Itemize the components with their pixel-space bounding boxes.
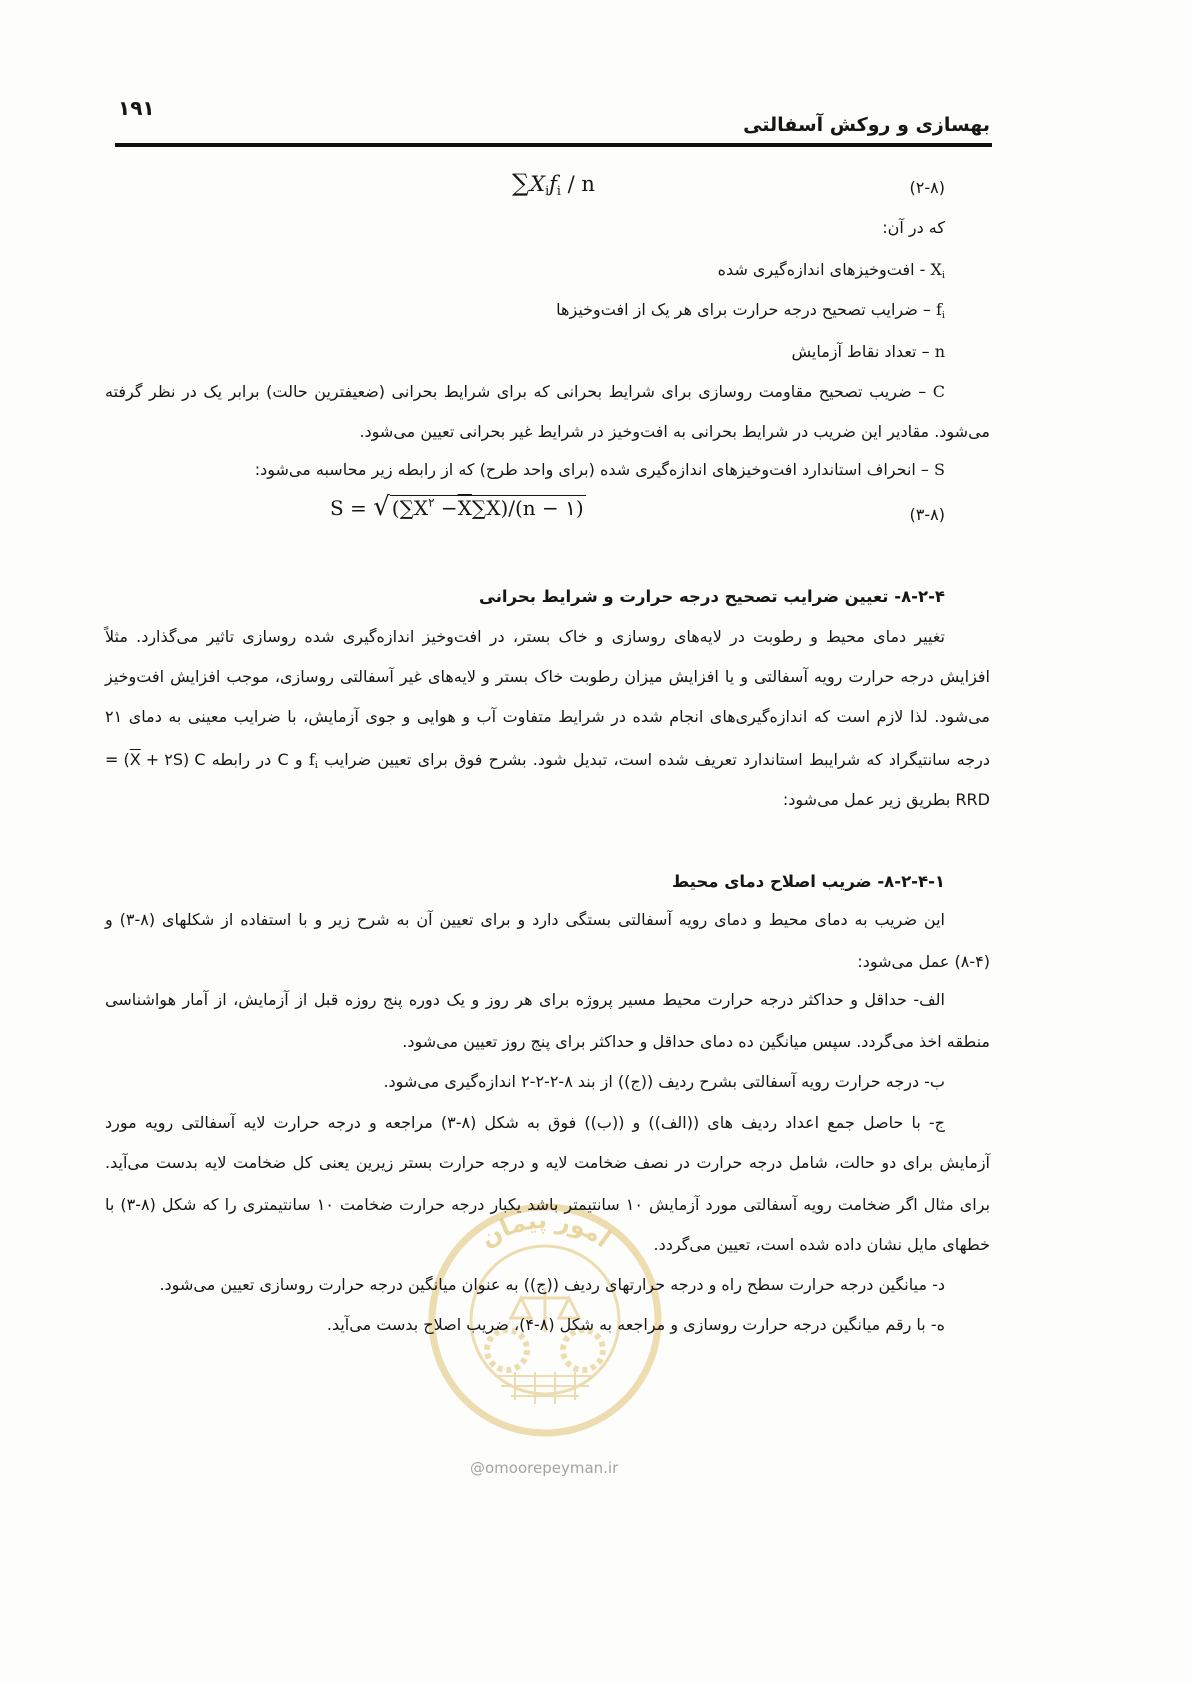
x-bar: $\overline{X}$ <box>457 496 472 520</box>
sum-symbol: ∑ <box>512 169 530 197</box>
x-bar: $\overline{X}$ <box>129 750 141 769</box>
symbol-fi <box>936 297 945 329</box>
definition-fi <box>556 297 945 323</box>
superscript-two: ۲ <box>428 495 435 510</box>
symbol-n: n <box>934 342 945 361</box>
subscript-i: i <box>556 182 561 198</box>
running-header-title: بهسازی و روکش آسفالتی <box>743 114 990 136</box>
definition-text: – تعداد نقاط آزمایش <box>791 342 930 361</box>
watermark-url: @omoorepeyman.ir <box>470 1459 619 1477</box>
paragraph-line: می‌شود. لذا لازم است که اندازه‌گیری‌های انجام شده در شرایط متفاوت آب و هوایی و جوی آزمایش، با ضرایب معینی به دمای ۲۱ <box>105 707 990 726</box>
watermark-logo-textpath: امور پیمان <box>475 1205 616 1254</box>
definition-c-continuation: می‌شود. مقادیر این ضریب در شرایط بحرانی به افت‌وخیز در شرایط غیر بحرانی تعیین می‌شود. <box>359 422 990 441</box>
minus-sign: − <box>440 496 458 520</box>
paragraph-line: RRD بطریق زیر عمل می‌شود: <box>782 790 990 809</box>
list-item-alef-continuation: منطقه اخذ می‌گردد. سپس میانگین ده دمای حداقل و حداکثر برای پنج روز تعیین می‌شود. <box>402 1032 990 1051</box>
list-item-be: ب- درجه حرارت رویه آسفالتی بشرح ردیف ((ج)) از بند ۸-۲-۲-۲ اندازه‌گیری می‌شود. <box>383 1072 945 1091</box>
symbol-letter: X <box>930 260 942 279</box>
paragraph-line-with-formula <box>105 747 990 773</box>
symbol-fi <box>309 747 318 779</box>
radicand-rest: ∑X)/(n − ۱) <box>471 496 584 520</box>
list-item-jim-continuation: آزمایش برای دو حالت، شامل درجه حرارت در نصف ضخامت لایه و درجه حرارت بستر زیرین یعنی کل ضخامت لایه بدست می‌آید. <box>105 1153 990 1172</box>
paragraph-line: تغییر دمای محیط و رطوبت در لایه‌های روسازی و خاک بستر، در افت‌وخیز اندازه‌گیری شده روسازی تاثیر می‌گذارد. مثلاً <box>105 627 945 646</box>
formula-close: + ۲S) C <box>140 750 206 769</box>
list-item-jim-continuation: برای مثال اگر ضخامت رویه آسفالتی مورد آزمایش ۱۰ سانتیمتر باشد یکبار درجه حرارت ضخامت ۱۰ سانتیمتری را که شکل (۸-۳) با <box>105 1195 991 1214</box>
var-f: f <box>549 172 557 196</box>
symbol-subscript: i <box>941 269 945 281</box>
page-number: ۱۹۱ <box>118 96 155 120</box>
where-label: که در آن: <box>882 218 945 237</box>
equation-number-8-2: (۲-۸) <box>909 178 945 197</box>
definition-n <box>792 339 946 365</box>
definition-text: – ضرایب تصحیح درجه حرارت برای هر یک از افت‌وخیزها <box>556 300 931 319</box>
paragraph-text: درجه سانتیگراد که شرایبط استاندارد تعریف شده است، تبدیل شود. بشرح فوق برای تعیین ضرایب <box>324 750 991 769</box>
divide-by-n: / n <box>567 172 595 196</box>
list-item-he: ه- با رقم میانگین درجه حرارت روسازی و مراجعه به شکل (۸-۴)، ضریب اصلاح بدست می‌آید. <box>326 1315 945 1334</box>
rrd-formula <box>105 747 206 773</box>
paragraph-line: این ضریب به دمای محیط و دمای رویه آسفالتی بستگی دارد و برای تعیین آن به شرح زیر و با استفاده از شکلهای (۸-۳) و <box>105 910 945 929</box>
list-item-alef: الف- حداقل و حداکثر درجه حرارت محیط مسیر پروژه برای هر روز و یک دوره پنج روزه قبل از آزمایش، از آمار هواشناسی <box>105 990 945 1009</box>
symbol-subscript: i <box>941 309 945 321</box>
var-x: X <box>530 172 546 196</box>
square-root-symbol: √ <box>373 492 390 522</box>
list-item-dal: د- میانگین درجه حرارت سطح راه و درجه حرارتهای ردیف ((ج)) به عنوان میانگین درجه حرارت روسازی تعیین می‌شود. <box>159 1275 945 1294</box>
definition-s <box>255 457 945 483</box>
radicand-open: (∑X <box>391 496 429 520</box>
section-heading-8-2-4-1: ۸-۲-۴-۱- ضریب اصلاح دمای محیط <box>671 872 945 891</box>
definition-c <box>105 379 945 405</box>
equation-8-2 <box>512 169 595 198</box>
definition-text: – انحراف استاندارد افت‌وخیزهای اندازه‌گیری شده (برای واحد طرح) که از رابطه زیر محاسبه می‌شود: <box>254 460 929 479</box>
paragraph-text: و C در رابطه <box>211 750 303 769</box>
symbol-s: S <box>934 460 945 479</box>
list-item-jim-continuation: خطهای مایل نشان داده شده است، تعیین می‌گردد. <box>653 1235 990 1254</box>
header-rule <box>115 143 992 147</box>
section-heading-8-2-4: ۸-۲-۴- تعیین ضرایب تصحیح درجه حرارت و شرایط بحرانی <box>479 587 945 606</box>
radicand <box>390 495 586 520</box>
symbol-c: C <box>932 382 945 401</box>
symbol-xi <box>931 257 945 289</box>
symbol-letter: f <box>308 750 315 769</box>
grid-pattern <box>495 1372 595 1404</box>
paragraph-line: (۸-۴) عمل می‌شود: <box>857 952 990 971</box>
formula-open: = ( <box>105 750 130 769</box>
equation-8-3 <box>330 492 586 522</box>
definition-text: – ضریب تصحیح مقاومت روسازی برای شرایط بحرانی که برای شرایط بحرانی (ضعیفترین حالت) برابر یک در نظر گرفته <box>105 382 927 401</box>
list-item-jim: ج- با حاصل جمع اعداد ردیف های ((الف)) و ((ب)) فوق به شکل (۸-۳) مراجعه و درجه حرارت لایه آسفالتی رویه مورد <box>105 1113 945 1132</box>
symbol-letter: f <box>936 300 942 319</box>
definition-xi <box>718 257 945 283</box>
symbol-subscript: i <box>314 759 318 771</box>
paragraph-line: افزایش درجه حرارت رویه آسفالتی و یا افزایش میزان رطوبت خاک بستر و لایه‌های غیر آسفالتی روسازی، موجب افزایش افت‌وخیز <box>105 667 990 686</box>
equation-number-8-3: (۳-۸) <box>909 505 945 524</box>
equation-lhs: S = <box>330 496 367 520</box>
definition-text: - افت‌وخیزهای اندازه‌گیری شده <box>717 260 926 279</box>
subscript-i: i <box>545 182 550 198</box>
